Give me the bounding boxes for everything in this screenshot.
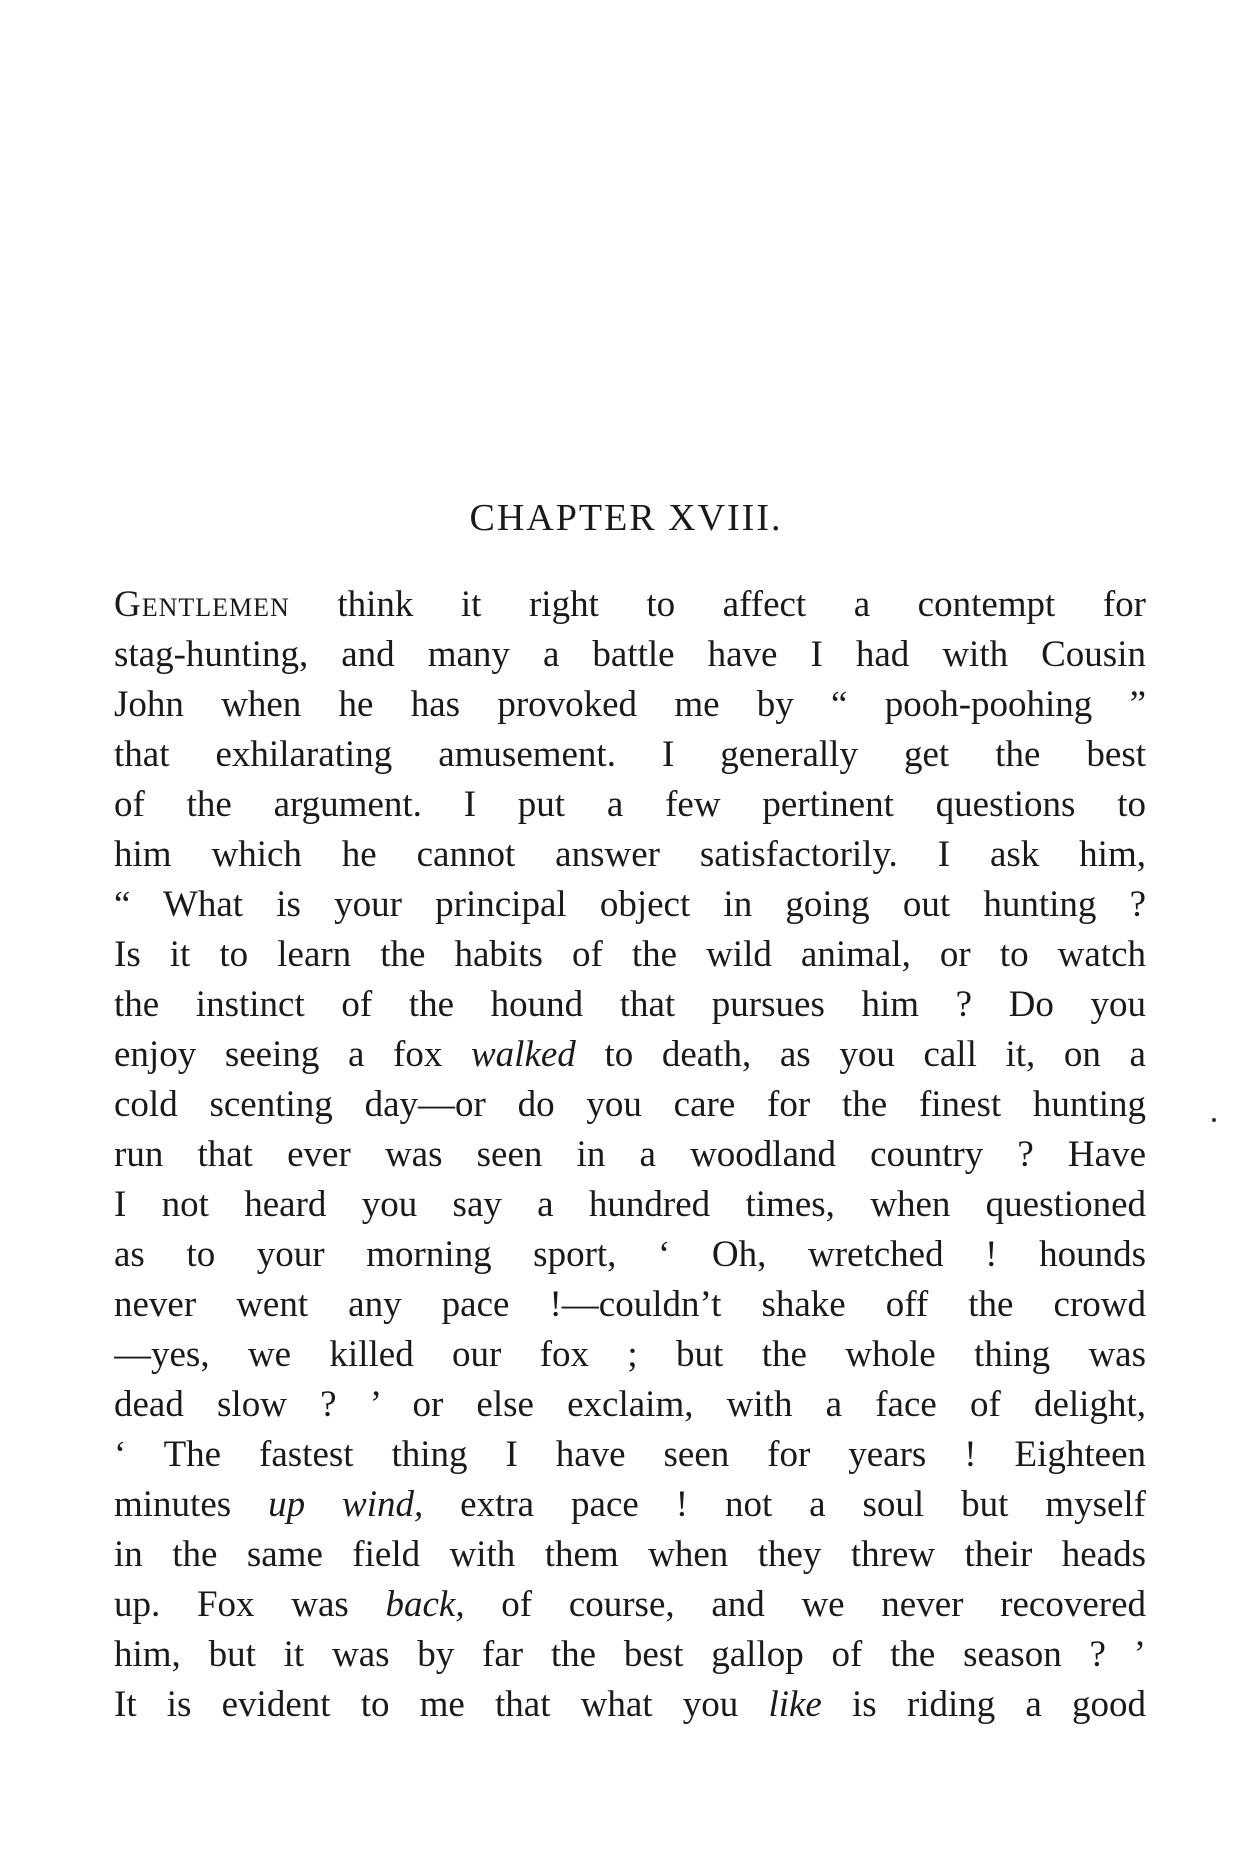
text-line bbox=[114, 1280, 1146, 1330]
text-segment: never went any pace !—couldn’t shake off the crowd bbox=[114, 1284, 1146, 1325]
text-segment: him, but it was by far the best gallop of the season ? ’ bbox=[114, 1634, 1146, 1675]
text-segment: the instinct of the hound that pursues him ? Do you bbox=[114, 984, 1146, 1025]
italic-word: up wind, bbox=[268, 1484, 424, 1525]
text-segment: up. Fox was bbox=[114, 1584, 386, 1625]
text-line bbox=[114, 1480, 1146, 1530]
text-segment: that exhilarating amusement. I generally get the best bbox=[114, 734, 1146, 775]
text-line bbox=[114, 580, 1146, 630]
text-segment: is riding a good bbox=[821, 1684, 1146, 1725]
text-segment: of the argument. I put a few pertinent questions to bbox=[114, 784, 1146, 825]
text-segment: It is evident to me that what you bbox=[114, 1684, 769, 1725]
text-segment: —yes, we killed our fox ; but the whole thing was bbox=[114, 1334, 1146, 1375]
text-line bbox=[114, 1430, 1146, 1480]
text-line bbox=[114, 1330, 1146, 1380]
text-line bbox=[114, 1130, 1146, 1180]
text-segment: John when he has provoked me by “ pooh-poohing ” bbox=[114, 684, 1146, 725]
text-segment: run that ever was seen in a woodland country ? Have bbox=[114, 1134, 1146, 1175]
text-line bbox=[114, 680, 1146, 730]
text-segment: as to your morning sport, ‘ Oh, wretched ! hounds bbox=[114, 1234, 1146, 1275]
text-segment: cold scenting day—or do you care for the finest hunting bbox=[114, 1084, 1146, 1125]
text-line bbox=[114, 730, 1146, 780]
italic-word: back, bbox=[385, 1584, 465, 1625]
text-segment: ‘ The fastest thing I have seen for years ! Eighteen bbox=[114, 1434, 1146, 1475]
text-line bbox=[114, 1680, 1146, 1730]
text-line bbox=[114, 1580, 1146, 1630]
text-segment: enjoy seeing a fox bbox=[114, 1034, 471, 1075]
text-segment: I not heard you say a hundred times, when questioned bbox=[114, 1184, 1146, 1225]
text-line bbox=[114, 1230, 1146, 1280]
text-segment: to death, as you call it, on a bbox=[575, 1034, 1146, 1075]
text-line bbox=[114, 1530, 1146, 1580]
text-segment: stag-hunting, and many a battle have I had with Cousin bbox=[114, 634, 1146, 675]
text-line bbox=[114, 1630, 1146, 1680]
small-caps-word: Gentlemen bbox=[114, 584, 290, 625]
text-line bbox=[114, 830, 1146, 880]
print-speck bbox=[1212, 1118, 1216, 1122]
text-segment: dead slow ? ’ or else exclaim, with a face of delight, bbox=[114, 1384, 1146, 1425]
chapter-paragraph bbox=[114, 580, 1146, 1730]
text-line bbox=[114, 880, 1146, 930]
text-segment: think it right to affect a contempt for bbox=[289, 584, 1146, 625]
text-line bbox=[114, 780, 1146, 830]
text-segment: extra pace ! not a soul but myself bbox=[423, 1484, 1146, 1525]
text-line bbox=[114, 1380, 1146, 1430]
text-segment: Is it to learn the habits of the wild animal, or to watch bbox=[114, 934, 1146, 975]
text-segment: of course, and we never recovered bbox=[464, 1584, 1146, 1625]
text-line bbox=[114, 1030, 1146, 1080]
text-segment: in the same field with them when they threw their heads bbox=[114, 1534, 1146, 1575]
text-line bbox=[114, 630, 1146, 680]
italic-word: walked bbox=[471, 1034, 576, 1075]
text-line bbox=[114, 930, 1146, 980]
text-line bbox=[114, 980, 1146, 1030]
text-segment: him which he cannot answer satisfactorily. I ask him, bbox=[114, 834, 1146, 875]
text-line bbox=[114, 1180, 1146, 1230]
chapter-title: CHAPTER XVIII. bbox=[469, 497, 783, 539]
italic-word: like bbox=[768, 1684, 822, 1725]
text-line bbox=[114, 1080, 1146, 1130]
text-segment: minutes bbox=[114, 1484, 269, 1525]
text-segment: “ What is your principal object in going out hunting ? bbox=[114, 884, 1146, 925]
